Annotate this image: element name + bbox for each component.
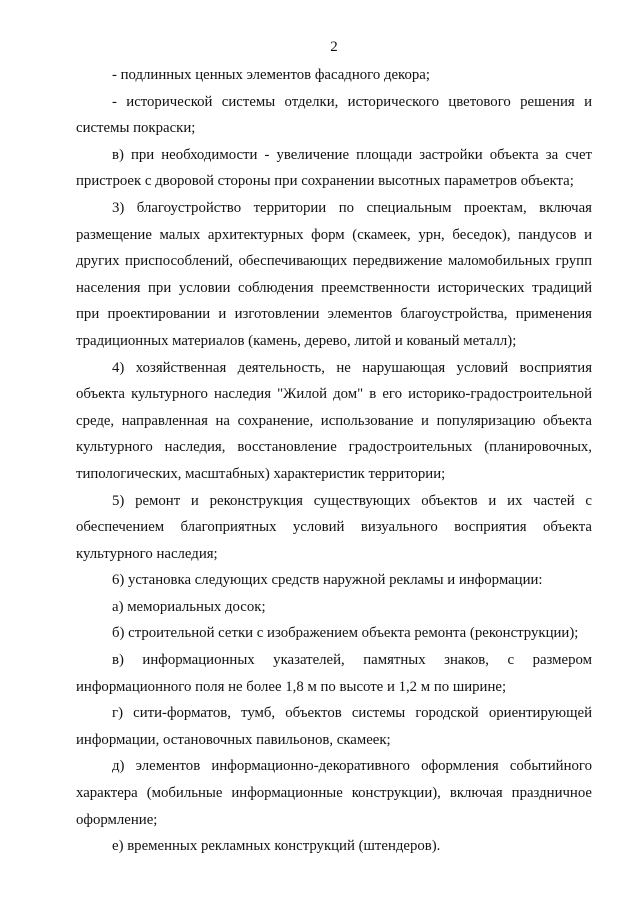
- paragraph-item-6-advertising: 6) установка следующих средств наружной рекламы и информации:: [112, 572, 543, 589]
- paragraph-item-b-mesh: б) строительной сетки с изображением объекта ремонта (реконструкции);: [112, 625, 579, 642]
- paragraph-item-d-decor: д) элементов информационно-декоративного оформления событийного характера (мобильные информационные конструкции), включая праздничное оформление;: [76, 758, 592, 828]
- paragraph-item-4-economic-activity: 4) хозяйственная деятельность, не нарушающая условий восприятия объекта культурного наследия "Жилой дом" в его историко-градостроительной среде, направленная на сохранение, использование и популяризацию объекта культурного наследия, восстановление градостроительных (планировочных, типологических, масштабных) характеристик территории;: [76, 359, 592, 482]
- paragraph-finish-system: - исторической системы отделки, исторического цветового решения и системы покраски;: [76, 93, 592, 137]
- paragraph-facade-decor: - подлинных ценных элементов фасадного декора;: [112, 67, 430, 83]
- paragraph-item-e-temporary: е) временных рекламных конструкций (штендеров).: [112, 838, 441, 855]
- page-number: 2: [330, 39, 338, 55]
- paragraph-item-5-repair: 5) ремонт и реконструкция существующих объектов и их частей с обеспечением благоприятных условий визуального восприятия объекта культурного наследия;: [76, 492, 592, 562]
- paragraph-item-a-plaques: а) мемориальных досок;: [112, 598, 266, 615]
- paragraph-item-v-extension: в) при необходимости - увеличение площади застройки объекта за счет пристроек с дворовой стороны при сохранении высотных параметров объекта;: [76, 146, 592, 190]
- paragraph-item-3-landscaping: 3) благоустройство территории по специальным проектам, включая размещение малых архитектурных форм (скамеек, урн, беседок), пандусов и других приспособлений, обеспечивающих передвижение маломобильных групп населения при условии соблюдения преемственности исторических традиций при проектировании и изготовлении элементов благоустройства, применения традиционных материалов (камень, дерево, литой и кованый металл);: [76, 199, 592, 349]
- paragraph-item-v-signs: в) информационных указателей, памятных знаков, с размером информационного поля не более 1,8 м по высоте и 1,2 м по ширине;: [76, 652, 592, 695]
- paragraph-item-g-city-formats: г) сити-форматов, тумб, объектов системы городской ориентирующей информации, остановочных павильонов, скамеек;: [76, 705, 592, 748]
